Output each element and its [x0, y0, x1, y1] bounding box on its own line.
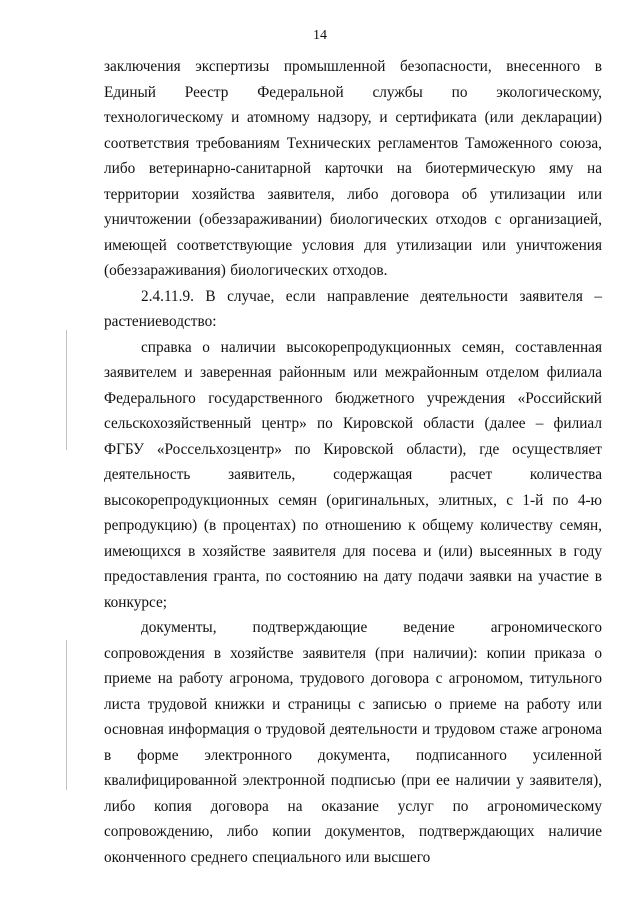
- paragraph-continuation: заключения экспертизы промышленной безопасности, внесенного в Единый Реестр Федеральной службы по экологическому, технологическому и атомному надзору, и сертификата (или декларации) соответствия требованиям Технических регламентов Таможенного союза, либо ветеринарно-санитарной карточки на биотермическую яму на территории хозяйства заявителя, либо договора об утилизации или уничтожении (обеззараживании) биологических отходов с организацией, имеющей соответствующие условия для утилизации или уничтожения (обеззараживания) биологических отходов.: [104, 58, 602, 279]
- scan-margin-mark: [66, 330, 67, 450]
- page-number: 14: [313, 28, 327, 43]
- scan-margin-mark: [66, 640, 67, 790]
- document-body: [104, 54, 602, 870]
- paragraph-agronomic-documents: документы, подтверждающие ведение агрономического сопровождения в хозяйстве заявителя (при наличии): копии приказа о приеме на работу агронома, трудового договора с агрономом, титульного листа трудовой книжки и страницы с записью о приеме на работу или основная информация о трудовой деятельности и трудовом стаже агронома в форме электронного документа, подписанного усиленной квалифицированной электронной подписью (при ее наличии у заявителя), либо копия договора на оказание услуг по агрономическому сопровождению, либо копии документов, подтверждающих наличие оконченного среднего специального или высшего: [104, 619, 602, 866]
- paragraph-section-heading: 2.4.11.9. В случае, если направление деятельности заявителя – растениеводство:: [104, 287, 602, 330]
- paragraph-seed-certificate: справка о наличии высокорепродукционных семян, составленная заявителем и заверенная районным или межрайонным отделом филиала Федерального государственного бюджетного учреждения «Российский сельскохозяйственный центр» по Кировской области (далее – филиал ФГБУ «Россельхозцентр» по Кировской области), где осуществляет деятельность заявитель, содержащая расчет количества высокорепродукционных семян (оригинальных, элитных, с 1-й по 4-ю репродукцию) (в процентах) по отношению к общему количеству семян, имеющихся в хозяйстве заявителя для посева и (или) высеянных в году предоставления гранта, по состоянию на дату подачи заявки на участие в конкурсе;: [104, 338, 602, 611]
